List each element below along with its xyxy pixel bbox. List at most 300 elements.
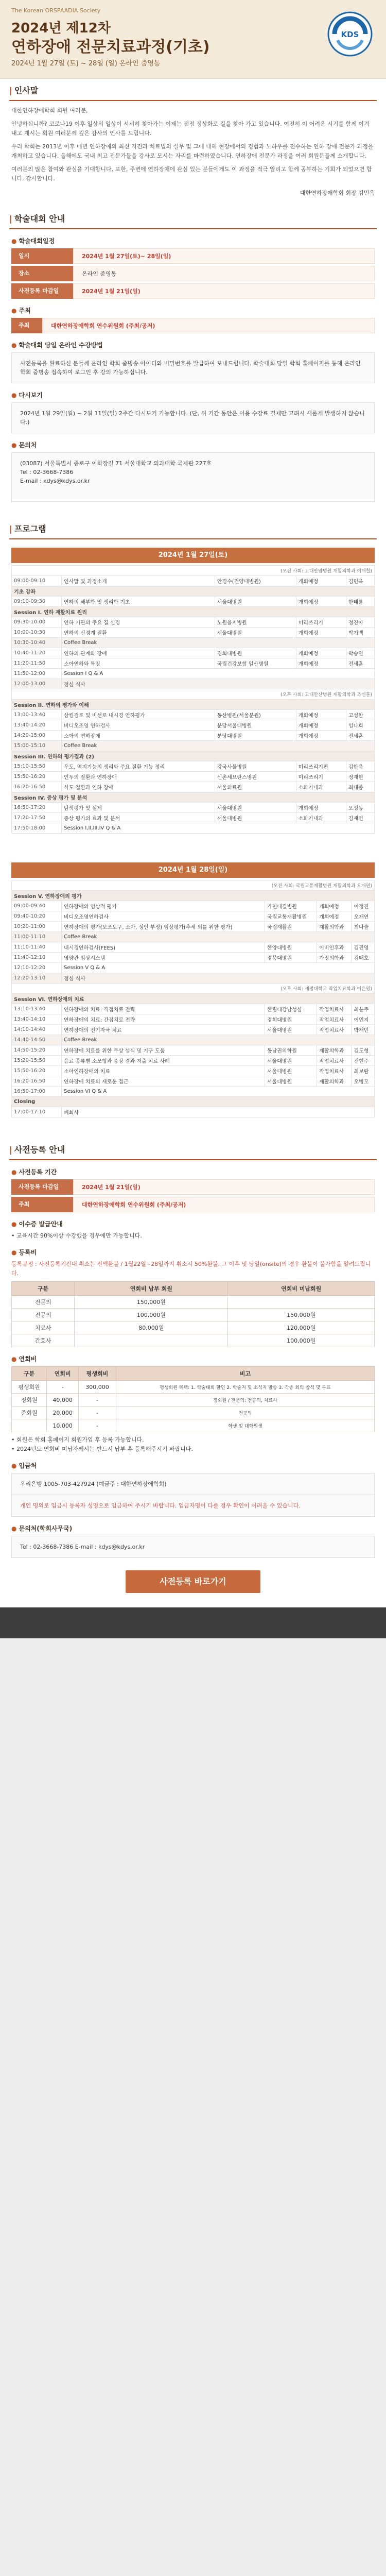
program-cell: 오성동 (346, 803, 374, 813)
program-cell: 연하장애 치료의 새로운 접근 (62, 1076, 265, 1087)
program-cell: 17:20-17:50 (12, 813, 62, 823)
fee-cell: 평생회원 혜택: 1. 학술대회 할인 2. 학술지 및 소식지 발송 3. 각종 회의 참석 및 투표 (116, 1381, 374, 1394)
program-cell: (오후 사회: 세명대학교 작업치료학과 이은영) (12, 984, 375, 994)
program-row (12, 1045, 375, 1056)
greeting-para: 대한연하장애학회 회원 여러분, (11, 107, 88, 114)
program-cell: 오재연 (352, 911, 375, 922)
program-cell: 박재민 (352, 1025, 375, 1035)
fee-row (12, 1406, 375, 1419)
section-bullet-icon: | (9, 1145, 12, 1155)
program-cell: 11:40-12:10 (12, 953, 62, 963)
host-subheading: ● 주최 (11, 307, 31, 314)
program-row (12, 932, 375, 942)
society-english-name: The Korean ORSPAADIA Society (11, 7, 101, 14)
program-row (12, 963, 375, 973)
program-row (12, 1087, 375, 1097)
program-cell: 경희대병원 (265, 1014, 317, 1025)
greeting-heading: | 인사말 (9, 79, 377, 101)
program-row (12, 648, 375, 658)
program-cell: 작업치료사 (317, 1004, 352, 1014)
fee-header: 연회비 미납회원 (228, 1282, 375, 1296)
program-cell: 삼킴검토 및 비선로 내시경 연하평가 (62, 710, 215, 720)
program-cell: (오전 사회: 고대안암병원 재활의학과 이재철) (12, 566, 375, 576)
program-cell: 동남권의학원 (265, 1045, 317, 1056)
program-cell: 최보람 (352, 1066, 375, 1076)
program-cell: 분당서울대병원 (215, 720, 296, 731)
program-cell: 연하장애의 전기자극 치료 (62, 1025, 265, 1035)
program-cell: 소아연하장애의 치료 (62, 1066, 265, 1076)
program-cell: (오전 사회: 국립교통재활병원 재활의학과 오재연) (12, 880, 375, 891)
program-row (12, 792, 375, 803)
program-cell: 이민지 (352, 1014, 375, 1025)
fee-cell: 준회원 (12, 1406, 47, 1419)
program-cell: 연하장애 치료를 위한 무상 섭식 및 기구 도움 (62, 1045, 265, 1056)
program-cell: 개회예정 (296, 720, 346, 731)
program-cell: 13:40-14:10 (12, 1014, 62, 1025)
fee-cell: - (79, 1406, 116, 1419)
program-row (12, 922, 375, 932)
program-row (12, 782, 375, 792)
program-cell: 국립건강보험 일산병원 (215, 658, 296, 669)
program-cell: 서울대병원 (265, 1066, 317, 1076)
program-cell: 작업치료사 (317, 1056, 352, 1066)
fee-cell: 10,000 (47, 1419, 79, 1432)
program-cell: 서울대병원 (215, 597, 296, 607)
program-cell: 비디오조영연하검사 (62, 911, 265, 922)
fee-header: 연회비 납부 회원 (75, 1282, 228, 1296)
program-cell: 서울대병원 (265, 1056, 317, 1066)
program-cell: 10:40-11:20 (12, 648, 62, 658)
program-cell: 15:50-16:20 (12, 1066, 62, 1076)
program-cell: 14:40-14:50 (12, 1035, 62, 1045)
program-cell: 김재연 (346, 813, 374, 823)
program-cell: 안경수(건양대병원) (215, 576, 296, 586)
program-row (12, 813, 375, 823)
program-cell: 기초 강좌 (12, 586, 375, 597)
program-cell: 10:30-10:40 (12, 638, 62, 648)
fee-row (12, 1334, 375, 1347)
annual-fee-table (11, 1366, 375, 1432)
program-row (12, 761, 375, 772)
fee-header: 구분 (12, 1367, 47, 1381)
program-row (12, 689, 375, 700)
program-row (12, 911, 375, 922)
program-cell: 인사말 및 과정소개 (62, 576, 215, 586)
program-cell: 연하 기관의 주요 질 신경 (62, 617, 215, 628)
fee-row (12, 1296, 375, 1309)
program-cell: 소화기내과 (296, 782, 346, 792)
program-cell: 박승민 (346, 648, 374, 658)
bullet-icon: ● (11, 1355, 17, 1363)
program-cell: 김민옥 (346, 576, 374, 586)
program-table-day2 (11, 880, 375, 1117)
program-cell: 16:50-17:00 (12, 1087, 62, 1097)
section-bullet-icon: | (9, 524, 12, 534)
program-cell: 서울대병원 (215, 628, 296, 638)
footer (0, 1607, 386, 1638)
program-cell: 전세훈 (346, 658, 374, 669)
fee-note: 등록규정 : 사전등록기간내 취소는 전액환불 / 1월22일~28일까지 취소시 50%환불, 그 이후 및 당일(onsite)의 경우 환불이 불가함을 알려드립니다. (11, 1261, 371, 1277)
section-bullet-icon: | (9, 86, 12, 95)
program-cell: 15:10-15:50 (12, 761, 62, 772)
program-cell: 연하장애의 치료: 직접치료 전략 (62, 1004, 265, 1014)
logo-text: KDS (341, 30, 359, 39)
program-row (12, 617, 375, 628)
program-cell: 가정의학과 (317, 953, 352, 963)
program-cell: 개회예정 (296, 731, 346, 741)
program-cell: 동산병원(서울분원) (215, 710, 296, 720)
program-cell: 폐회사 (62, 1107, 375, 1117)
program-cell: Coffee Break (62, 638, 375, 648)
program-cell: 박기백 (346, 628, 374, 638)
program-cell: 신촌세브란스병원 (215, 772, 296, 782)
program-cell: 서울대병원 (215, 803, 296, 813)
fee-cell: 학생 및 대학원생 (116, 1419, 374, 1432)
bullet-icon: ● (11, 1462, 17, 1469)
account-subheading: ● 입금처 (11, 1462, 37, 1469)
program-cell: 최대종 (346, 782, 374, 792)
program-cell: 탐색평가 및 실제 (62, 803, 215, 813)
method-subheading: ● 학술대회 당일 온라인 수강방법 (11, 342, 103, 349)
fee-row (12, 1309, 375, 1321)
program-cell: 김한욱 (346, 761, 374, 772)
program-row (12, 1066, 375, 1076)
program-cell: 12:00-13:00 (12, 679, 62, 689)
fee-cell: 300,000 (79, 1381, 116, 1394)
program-cell: 경북대병원 (265, 953, 317, 963)
program-cell: 13:40-14:20 (12, 720, 62, 731)
program-row (12, 658, 375, 669)
program-row (12, 772, 375, 782)
program-cell: 서울대병원 (215, 813, 296, 823)
fee-cell: 전공의 (116, 1406, 374, 1419)
program-cell: Closing (12, 1097, 375, 1107)
fee-cell: 100,000원 (75, 1309, 228, 1321)
program-cell: 15:00-15:10 (12, 741, 62, 751)
program-row (12, 1097, 375, 1107)
program-row (12, 1004, 375, 1014)
program-cell: 소화기내과 (296, 813, 346, 823)
fee-row (12, 1419, 375, 1432)
fee-cell: 간호사 (12, 1334, 75, 1347)
reg-row-host: 주최 대한연하장애학회 연수위원회 (주최/공저) (11, 1197, 375, 1212)
program-cell: 고성한 (346, 710, 374, 720)
program-cell: 15:20-15:50 (12, 1056, 62, 1066)
program-row (12, 597, 375, 607)
fee-cell: 정회원 / 전문의: 전공의, 치료사 (116, 1394, 374, 1406)
program-cell: 09:10-09:30 (12, 597, 62, 607)
program-row (12, 731, 375, 741)
program-cell: 14:10-14:40 (12, 1025, 62, 1035)
program-cell: Session I. 연하 재활치료 원리 (12, 607, 375, 617)
program-cell: 한림대강남성심 (265, 1004, 317, 1014)
program-cell: 소아연하와 특징 (62, 658, 215, 669)
program-row (12, 994, 375, 1004)
program-row (12, 901, 375, 911)
program-cell: 정재현 (346, 772, 374, 782)
program-cell: 분당대병원 (215, 731, 296, 741)
program-cell: 재활의학과 (317, 1076, 352, 1087)
program-cell: 16:20-16:50 (12, 1076, 62, 1087)
program-cell: 이비인후과 (317, 942, 352, 953)
bullet-icon: ● (11, 307, 17, 314)
program-cell: 연하의 해부학 및 생리학 기초 (62, 597, 215, 607)
fee-row (12, 1394, 375, 1406)
program-row (12, 710, 375, 720)
program-row (12, 586, 375, 597)
program-cell: 노원을지병원 (215, 617, 296, 628)
program-cell: Session III. 연하의 평가결과 (2) (12, 751, 375, 761)
program-cell: 영양관 임상시스템 (62, 953, 265, 963)
program-cell: Coffee Break (62, 932, 375, 942)
program-cell: 11:50-12:00 (12, 669, 62, 679)
course-title: 연하장애 전문치료과정(기초) (11, 38, 210, 56)
program-cell: 17:50-18:00 (12, 823, 62, 834)
program-cell: 연하장애의 치료: 간접치료 전략 (62, 1014, 265, 1025)
program-cell: 09:40-10:20 (12, 911, 62, 922)
fee-cell: 120,000원 (228, 1321, 375, 1334)
program-cell: 개회예정 (296, 648, 346, 658)
program-cell: 작업치료사 (317, 1025, 352, 1035)
program-cell: 서울대병원 (265, 1025, 317, 1035)
fee-table (11, 1281, 375, 1347)
fee-cell (75, 1334, 228, 1347)
bullet-icon: ● (11, 392, 17, 399)
society-logo-icon (327, 11, 373, 57)
program-table-day1 (11, 565, 375, 834)
program-row (12, 1056, 375, 1066)
program-cell: 13:00-13:40 (12, 710, 62, 720)
fee-cell (228, 1296, 375, 1309)
program-cell: 11:20-11:50 (12, 658, 62, 669)
bullet-icon: ● (11, 1525, 17, 1532)
program-cell: 서울대병원 (265, 1076, 317, 1087)
program-row (12, 823, 375, 834)
contact-address: (03087) 서울특별시 종로구 이화장길 71 서울대학교 의과대학 국제관 227호 (20, 460, 212, 467)
course-dates: 2024년 1월 27일 (토) ~ 28일 (일) 온라인 줌영통 (11, 60, 161, 67)
cert-text: • 교육시간 90%이상 수강했을 경우에만 가능합니다. (11, 1232, 142, 1239)
fee-row (12, 1381, 375, 1394)
contact-box (11, 452, 375, 502)
program-row (12, 891, 375, 901)
fee-cell: 전문의 (12, 1296, 75, 1309)
program-cell: 개회예정 (296, 597, 346, 607)
fee-header: 평생회비 (79, 1367, 116, 1381)
program-cell: 강국사물병원 (215, 761, 296, 772)
program-cell: 경희대병원 (215, 648, 296, 658)
program-cell: 12:20-13:10 (12, 973, 62, 984)
fee-cell: - (79, 1419, 116, 1432)
info-heading: | 학술대회 안내 (9, 207, 377, 229)
program-cell: 전세훈 (346, 731, 374, 741)
program-cell: Coffee Break (62, 741, 375, 751)
program-cell: 국립재활원 (265, 922, 317, 932)
program-cell: Session VI Q & A (62, 1087, 375, 1097)
program-cell: 비디오조영 연하검사 (62, 720, 215, 731)
cert-subheading: ● 이수증 발급안내 (11, 1221, 63, 1228)
program-cell: 연하장애의 임상적 평가 (62, 901, 265, 911)
program-cell: 식도 질환과 연하 장애 (62, 782, 215, 792)
program-row (12, 751, 375, 761)
bullet-icon: ● (11, 1168, 17, 1176)
program-cell: 10:20-11:00 (12, 922, 62, 932)
program-cell: 국립교통재활병원 (265, 911, 317, 922)
program-cell: 김도형 (352, 1045, 375, 1056)
program-cell: 12:10-12:20 (12, 963, 62, 973)
program-cell: 미리쓰리기 (296, 617, 346, 628)
fee-header: 연회비 (47, 1367, 79, 1381)
day2-bar: 2024년 1월 28일(일) (11, 862, 375, 878)
deposit-warning: 개인 명의로 입금시 등록자 성명으로 입금하여 주시기 바랍니다. 입금자명이 다를 경우 확인이 어려울 수 있습니다. (11, 1495, 375, 1517)
fee-cell: 20,000 (47, 1406, 79, 1419)
program-cell: 임나희 (346, 720, 374, 731)
program-cell: 작업치료사 (317, 1066, 352, 1076)
program-row (12, 942, 375, 953)
program-cell: 서울의료원 (215, 782, 296, 792)
schedule-subheading: ● 학술대회일정 (11, 238, 55, 245)
program-row (12, 741, 375, 751)
program-cell: Session VI. 연하장애의 치료 (12, 994, 375, 1004)
program-row (12, 984, 375, 994)
bullet-icon: ● (11, 238, 17, 245)
program-cell: 최나슬 (352, 922, 375, 932)
fee-cell: - (79, 1394, 116, 1406)
program-cell: Coffee Break (62, 1035, 375, 1045)
program-cell: 작업치료사 (317, 1014, 352, 1025)
fee-cell: - (47, 1381, 79, 1394)
reg-row-deadline: 사전등록 마감일 2024년 1월 21일(일) (11, 1179, 375, 1195)
info-row-place: 장소 온라인 줌영통 (11, 266, 375, 281)
program-cell: Session I,II,III,IV Q & A (62, 823, 375, 834)
method-text: 사전등록을 완료하신 분들께 온라인 학회 줌병송 아이디와 비밀번호를 발급하여 보내드립니다. 학술대회 당일 학회 홈페이지를 통해 온라인 학회 줌병송 접속하여 로그인 후 강의 가능하십니다. (11, 352, 375, 383)
bullet-icon: ● (11, 442, 17, 449)
fee-cell: 100,000원 (228, 1334, 375, 1347)
bullet-icon: ● (11, 1221, 17, 1228)
program-cell: 11:10-11:40 (12, 942, 62, 953)
account-box (11, 1473, 375, 1495)
section-bullet-icon: | (9, 214, 12, 224)
program-cell: 개회예정 (296, 628, 346, 638)
program-cell: 개회예정 (296, 710, 346, 720)
program-cell: 연하의 신경계 질환 (62, 628, 215, 638)
greeting-para: 안녕하십니까? 코로나19 이후 일상의 일상이 서서히 찾아가는 이제는 점점 정상화로 길을 찾아 가고 있습니다. 여전히 이 어려운 시기를 함께 이겨내고 계시는 회원 여러분께 깊은 감사의 인사를 드립니다. (11, 121, 370, 137)
host-row: 주최 대한연하장애학회 연수위원회 (주최/공저) (11, 318, 375, 333)
reg-heading: | 사전등록 안내 (9, 1138, 377, 1160)
program-row (12, 1107, 375, 1117)
program-cell: Session II. 연하의 평가와 이해 (12, 700, 375, 710)
program-row (12, 803, 375, 813)
program-cell: 09:30-10:00 (12, 617, 62, 628)
fee-header: 비고 (116, 1367, 374, 1381)
fee-row (12, 1321, 375, 1334)
program-cell: 16:20-16:50 (12, 782, 62, 792)
program-cell: 14:20-15:00 (12, 731, 62, 741)
program-cell: 개회예정 (296, 803, 346, 813)
program-cell: 증상 평가의 효과 및 분석 (62, 813, 215, 823)
program-cell: 최윤주 (352, 1004, 375, 1014)
after-note: • 회원은 학회 홈페이지 회원가입 후 등록 가능합니다. • 2024년도 연회비 미납자께서는 반드시 납부 후 등록해주시기 바랍니다. (11, 1436, 193, 1452)
program-cell: Session V Q & A (62, 963, 375, 973)
program-cell: 09:00-09:40 (12, 901, 62, 911)
account-number: 우리은행 1005-703-427924 (예금주 : 대한연하장애학회) (20, 1481, 167, 1487)
program-cell: 14:50-15:20 (12, 1045, 62, 1056)
program-row (12, 638, 375, 648)
program-cell: 가천대길병원 (265, 901, 317, 911)
program-cell: 우도, 역지기능의 생리와 주요 질환 기능 정리 (62, 761, 215, 772)
annual-subheading: ● 연회비 (11, 1355, 37, 1363)
program-cell: 11:00-11:10 (12, 932, 62, 942)
program-cell: 음료 종류별 소모형과 증상 결과 저출 치료 사례 (62, 1056, 265, 1066)
register-button[interactable]: 사전등록 바로가기 (126, 1570, 260, 1593)
bullet-icon: ● (11, 1249, 17, 1256)
program-cell: Session IV. 증상 평가 및 분석 (12, 792, 375, 803)
program-cell: 오병모 (352, 1076, 375, 1087)
course-edition: 2024년 제12차 (11, 21, 111, 36)
program-cell: 개회예정 (317, 911, 352, 922)
bullet-icon: ● (11, 342, 17, 349)
fee-cell: 150,000원 (75, 1296, 228, 1309)
program-row (12, 973, 375, 984)
info-row-date: 일시 2024년 1월 27일(토)~ 28일(일) (11, 248, 375, 264)
program-cell: 미리쓰리기편 (296, 761, 346, 772)
program-heading: | 프로그램 (9, 517, 377, 539)
program-cell: 16:50-17:20 (12, 803, 62, 813)
day1-bar: 2024년 1월 27일(토) (11, 548, 375, 563)
program-cell: 이정진 (352, 901, 375, 911)
program-cell: 전현주 (352, 1056, 375, 1066)
program-cell: 김태호 (352, 953, 375, 963)
program-cell: 점심 식사 (62, 973, 375, 984)
fee-cell (12, 1419, 47, 1432)
program-cell: 소아의 연하장애 (62, 731, 215, 741)
program-cell: 09:00-09:10 (12, 576, 62, 586)
program-cell: 13:10-13:40 (12, 1004, 62, 1014)
greeting-signature: 대한연하장애학회 회장 김민옥 (300, 190, 375, 196)
fee-cell: 80,000원 (75, 1321, 228, 1334)
fee-cell: 150,000원 (228, 1309, 375, 1321)
replay-text: 2024년 1월 29일(월) ~ 2월 11일(일) 2주간 다시보기 가능합니다. (단, 위 기간 동안은 이용 수강료 결제만 고려시 새롭게 발생하지 않습니다.) (11, 402, 375, 433)
program-cell: 점심 식사 (62, 679, 375, 689)
program-cell: 내시경연하검사(FEES) (62, 942, 265, 953)
fee-header: 구분 (12, 1282, 75, 1296)
program-cell: 김진영 (352, 942, 375, 953)
program-cell: 연하의 단계와 장애 (62, 648, 215, 658)
fee-cell: 40,000 (47, 1394, 79, 1406)
program-cell: 연하장애의 평가(보조도구, 소아, 성인 부정) 임상평가(추세 외를 위한 평가) (62, 922, 265, 932)
contact-tel: Tel : 02-3668-7386 (20, 469, 74, 476)
fee-cell: 평생회원 (12, 1381, 47, 1394)
program-cell: 개회예정 (317, 901, 352, 911)
program-cell: 17:00-17:10 (12, 1107, 62, 1117)
program-cell: 재활의학과 (317, 1045, 352, 1056)
program-cell: 개회예정 (296, 658, 346, 669)
program-cell: 10:00-10:30 (12, 628, 62, 638)
fee-cell: 전공의 (12, 1309, 75, 1321)
contact-email: E-mail : kdys@kdys.or.kr (20, 478, 90, 484)
inquiry-text: Tel : 02-3668-7386 E-mail : kdys@kdys.or.kr (11, 1536, 375, 1558)
program-row (12, 1014, 375, 1025)
program-row (12, 700, 375, 710)
program-cell: 정진아 (346, 617, 374, 628)
program-row (12, 953, 375, 963)
program-row (12, 1035, 375, 1045)
fee-cell: 치료사 (12, 1321, 75, 1334)
greeting-para: 여러분의 많은 참여와 관심을 기대합니다. 또한, 주변에 연하장애에 관심 있는 분들에게도 이 과정을 적극 알리고 함께 공부하는 기회가 되었으면 합니다. 감사합니다. (11, 166, 372, 182)
program-row (12, 720, 375, 731)
header-banner (0, 0, 386, 79)
greeting-para: 우리 학회는 2013년 이후 매년 연하장애의 최신 지견과 치료법의 실무 및 그에 대해 현장에서의 경험과 노하우를 전수하는 연하 장애 전문가 과정을 개최하고 있습니다. 올해에도 국내 최고 전문가들을 강사로 모시는 자리를 마련하였습니다. 연하장애 전문가 과정을 여러 회원분들께 소개합니다. (11, 143, 374, 159)
program-cell: 재활의학과 (317, 922, 352, 932)
